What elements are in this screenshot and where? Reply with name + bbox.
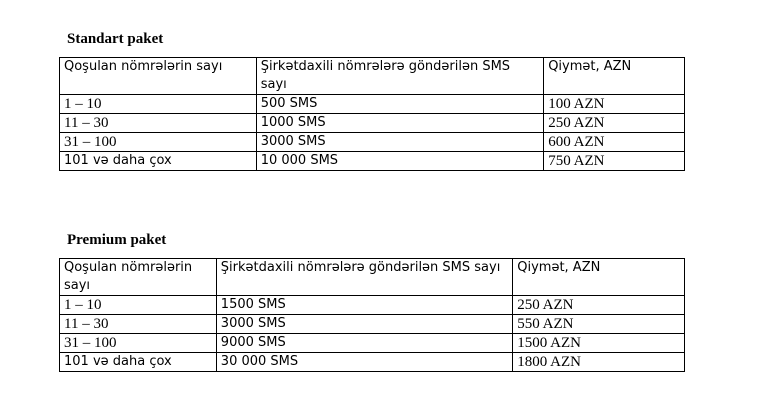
cell-price: 1800 AZN	[513, 353, 685, 372]
cell-connected-numbers: 11 – 30	[60, 114, 257, 133]
table-row	[60, 334, 685, 353]
cell-price: 750 AZN	[544, 152, 685, 171]
cell-connected-numbers: 101 və daha çox	[60, 353, 217, 372]
table-row	[60, 315, 685, 334]
premium-package-title: Premium paket	[67, 232, 167, 248]
cell-connected-numbers: 11 – 30	[60, 315, 217, 334]
standard-package-table	[59, 57, 685, 171]
cell-connected-numbers: 31 – 100	[60, 133, 257, 152]
table-row	[60, 152, 685, 171]
cell-price: 250 AZN	[513, 296, 685, 315]
cell-price: 1500 AZN	[513, 334, 685, 353]
header-price: Qiymət, AZN	[544, 58, 685, 95]
cell-connected-numbers: 1 – 10	[60, 296, 217, 315]
cell-sms-count: 30 000 SMS	[216, 353, 512, 372]
header-sms-count: Şirkətdaxili nömrələrə göndərilən SMS sayı	[256, 58, 543, 95]
table-row	[60, 95, 685, 114]
cell-price: 550 AZN	[513, 315, 685, 334]
table-row	[60, 296, 685, 315]
table-row	[60, 133, 685, 152]
cell-sms-count: 3000 SMS	[216, 315, 512, 334]
cell-sms-count: 1000 SMS	[256, 114, 543, 133]
premium-package-table	[59, 258, 685, 372]
cell-price: 100 AZN	[544, 95, 685, 114]
header-connected-numbers: Qoşulan nömrələrin sayı	[60, 259, 217, 296]
cell-connected-numbers: 31 – 100	[60, 334, 217, 353]
cell-sms-count: 500 SMS	[256, 95, 543, 114]
header-sms-count: Şirkətdaxili nömrələrə göndərilən SMS sayı	[216, 259, 512, 296]
cell-sms-count: 10 000 SMS	[256, 152, 543, 171]
cell-connected-numbers: 101 və daha çox	[60, 152, 257, 171]
cell-price: 600 AZN	[544, 133, 685, 152]
table-header-row	[60, 58, 685, 95]
cell-price: 250 AZN	[544, 114, 685, 133]
standard-package-title: Standart paket	[67, 31, 164, 47]
table-header-row	[60, 259, 685, 296]
cell-connected-numbers: 1 – 10	[60, 95, 257, 114]
header-connected-numbers: Qoşulan nömrələrin sayı	[60, 58, 257, 95]
table-row	[60, 114, 685, 133]
cell-sms-count: 9000 SMS	[216, 334, 512, 353]
header-price: Qiymət, AZN	[513, 259, 685, 296]
cell-sms-count: 3000 SMS	[256, 133, 543, 152]
table-row	[60, 353, 685, 372]
cell-sms-count: 1500 SMS	[216, 296, 512, 315]
